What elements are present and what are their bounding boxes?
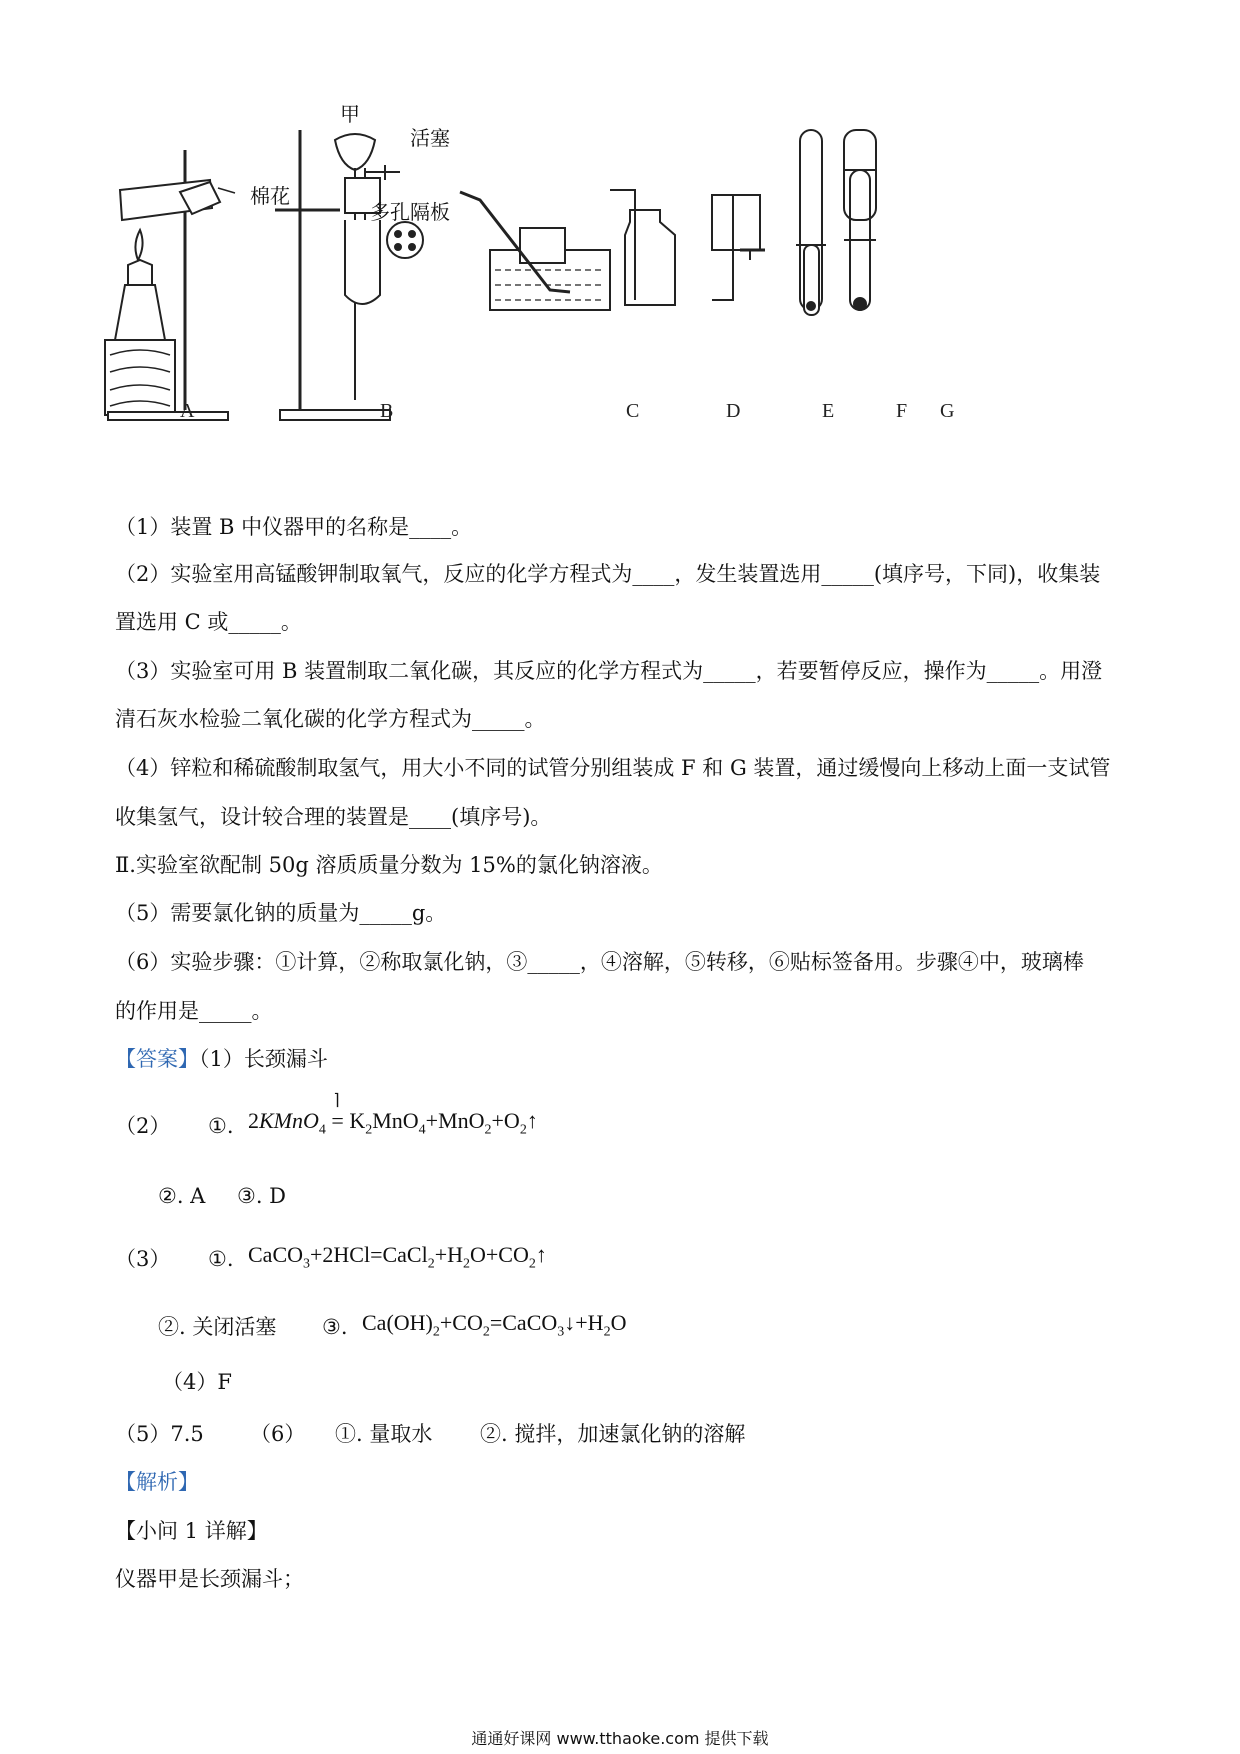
answer-tag: 【答案】 — [115, 1047, 199, 1071]
question-3-line1: （3）实验室可用 B 装置制取二氧化碳，其反应的化学方程式为_____，若要暂停反应，操作为_____。用澄 — [115, 659, 1103, 683]
question-2-line1: （2）实验室用高锰酸钾制取氧气，反应的化学方程式为____，发生装置选用_____(填序号，下同)，收集装 — [115, 562, 1101, 586]
lamp-wick — [128, 260, 152, 285]
answer-3-item3: ③. — [322, 1315, 348, 1339]
answer-3-num: （3） — [115, 1247, 171, 1271]
answer-2-item1: ①. — [208, 1114, 234, 1138]
alcohol-lamp — [115, 285, 165, 340]
question-6-line1: （6）实验步骤：①计算，②称取氯化钠，③_____，④溶解，⑤转移，⑥贴标签备用。步骤④中，玻璃棒 — [115, 950, 1084, 974]
question-3-line2: 清石灰水检验二氧化碳的化学方程式为_____。 — [115, 707, 546, 731]
label-f: F — [896, 400, 908, 422]
gas-bottle-d — [625, 210, 675, 305]
question-4-line1: （4）锌粒和稀硫酸制取氢气，用大小不同的试管分别组装成 F 和 G 装置，通过缓慢向上移动上面一支试管 — [115, 756, 1111, 780]
apparatus-figure — [100, 102, 1000, 440]
analysis-subheading-1: 【小问 1 详解】 — [115, 1519, 268, 1543]
label-e: E — [822, 400, 835, 422]
page-footer: 通通好课网 www.tthaoke.com 提供下载 — [471, 1729, 769, 1748]
equation-kmno4: 2KMnO$_4$ = ⌉ $K_2MnO_4+MnO_2+O_2↑$ — [248, 1092, 538, 1138]
answer-2-item2: ②. A — [158, 1184, 206, 1208]
analysis-tag: 【解析】 — [115, 1470, 199, 1494]
part-2-heading: Ⅱ.实验室欲配制 50g 溶质质量分数为 15%的氯化钠溶液。 — [115, 853, 663, 877]
gas-bottle-e — [712, 195, 760, 250]
analysis-text-1: 仪器甲是长颈漏斗； — [115, 1567, 304, 1591]
question-6-line2: 的作用是_____。 — [115, 999, 273, 1023]
label-d: D — [726, 400, 741, 422]
answer-2-item3: ③. D — [237, 1184, 287, 1208]
answer-1: （1）长颈漏斗 — [199, 1047, 328, 1071]
answer-block-1 — [115, 1045, 1135, 1073]
question-4-line2: 收集氢气，设计较合理的装置是____(填序号)。 — [115, 805, 552, 829]
porous-plate-detail — [387, 222, 423, 258]
label-g: G — [940, 400, 955, 422]
test-tube-b — [345, 220, 380, 304]
answer-6-item2: ②. 搅拌，加速氯化钠的溶解 — [480, 1422, 746, 1446]
callout-huosai: 活塞 — [410, 126, 450, 150]
answer-6-item1: ①. 量取水 — [335, 1422, 433, 1446]
label-b: B — [380, 400, 394, 422]
callout-duokong: 多孔隔板 — [370, 200, 450, 224]
equation-caco3-hcl: $CaCO_3+2HCl=CaCl_2+H_2O+CO_2↑$ — [248, 1242, 547, 1272]
answer-4: （4）F — [162, 1370, 232, 1394]
funnel-jia — [335, 134, 375, 170]
label-c: C — [626, 400, 640, 422]
question-5: （5）需要氯化钠的质量为_____g。 — [115, 901, 447, 925]
label-a: A — [180, 400, 195, 422]
callout-jia: 甲 — [340, 102, 360, 126]
question-2-line2: 置选用 C 或_____。 — [115, 610, 302, 634]
answer-3-item1: ①. — [208, 1247, 234, 1271]
answer-5: （5）7.5 — [115, 1422, 204, 1446]
answer-2-num: （2） — [115, 1114, 171, 1138]
equation-caoh2-co2: $Ca(OH)_2+CO_2=CaCO_3↓+H_2O$ — [362, 1310, 627, 1340]
callout-mianhua: 棉花 — [250, 184, 290, 208]
question-1: （1）装置 B 中仪器甲的名称是____。 — [115, 515, 473, 539]
answer-6-num: （6） — [250, 1422, 306, 1446]
apparatus-drawing — [100, 110, 1000, 440]
answer-3-item2: ②. 关闭活塞 — [158, 1315, 277, 1339]
